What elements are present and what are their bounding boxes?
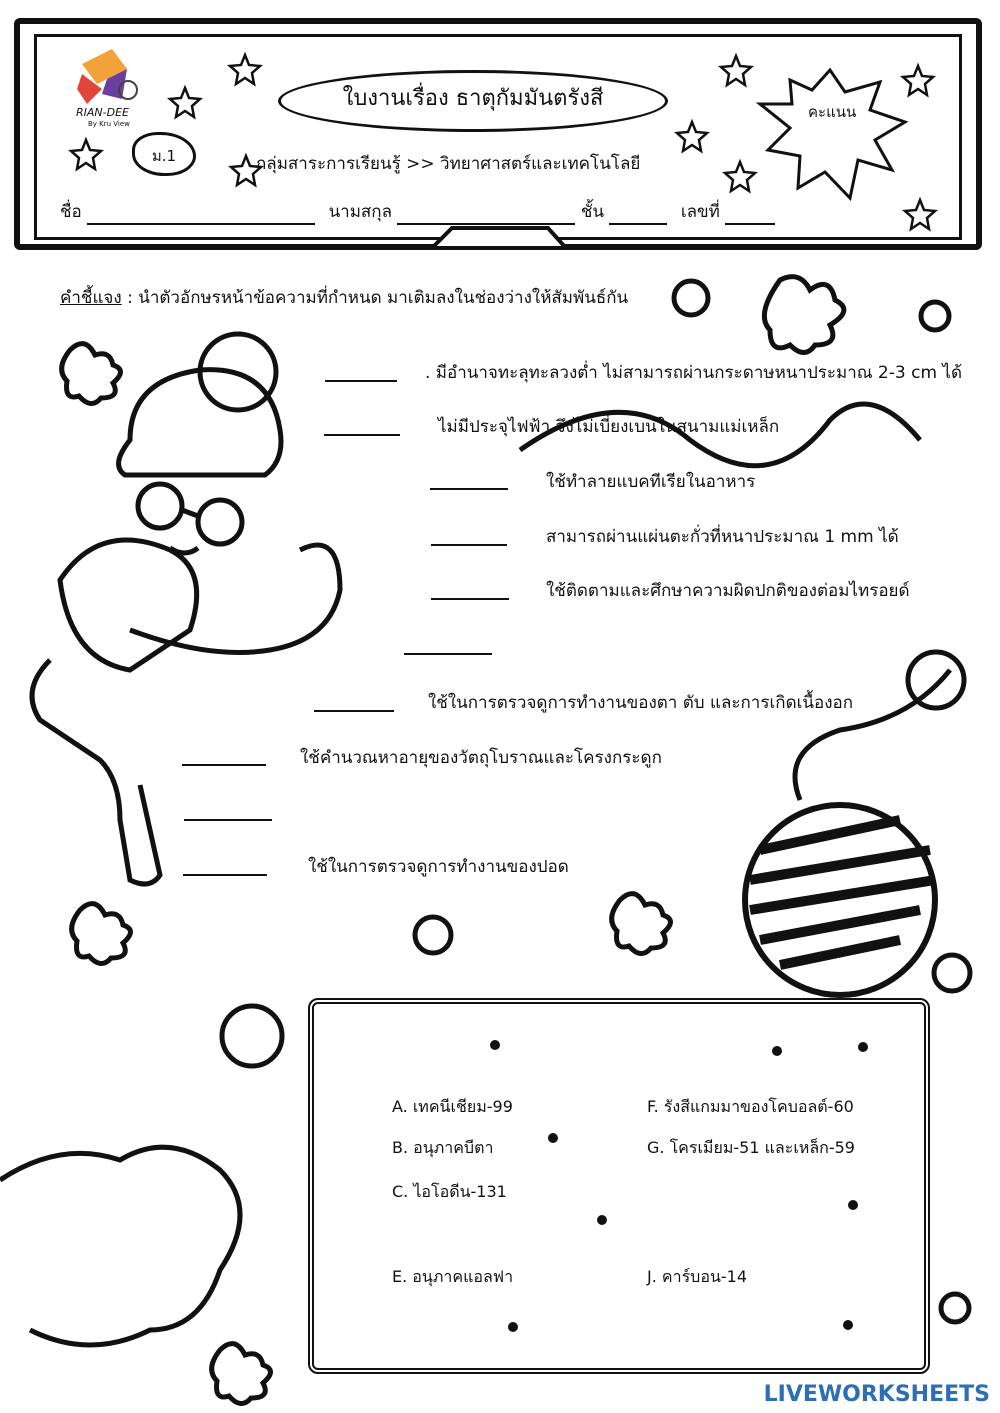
page-title: ใบงานเรื่อง ธาตุกัมมันตรังสี <box>342 86 604 111</box>
star-icon <box>903 66 933 95</box>
option-f: F. รังสีแกมมาของโคบอลต์-60 <box>647 1097 854 1116</box>
instruction-text: : นำตัวอักษรหน้าข้อความที่กำหนด มาเติมลงในช่องว่างให้สัมพันธ์กัน <box>127 288 629 308</box>
question-text: ใช้ติดตามและศึกษาความผิดปกติของต่อมไทรอยด์ <box>546 581 910 601</box>
star-icon <box>231 156 261 185</box>
decor-dot <box>858 1042 868 1052</box>
question-text: ใช้คำนวณหาอายุของวัตถุโบราณและโครงกระดูก <box>300 748 662 768</box>
class-field[interactable] <box>609 205 667 225</box>
decor-dot <box>490 1040 500 1050</box>
question-text: . มีอำนาจทะลุทะลวงต่ำ ไม่สามารถผ่านกระดาษหนาประมาณ 2-3 cm ได้ <box>425 363 962 383</box>
decor-dot <box>772 1046 782 1056</box>
score-burst <box>760 70 905 198</box>
question-text: ใช้ทำลายแบคทีเรียในอาหาร <box>546 472 756 492</box>
question-text: ใช้ในการตรวจดูการทำงานของปอด <box>308 857 569 877</box>
decor-dot <box>508 1322 518 1332</box>
name-field[interactable] <box>87 205 315 225</box>
number-field[interactable] <box>725 205 775 225</box>
decor-dot <box>548 1133 558 1143</box>
surname-field[interactable] <box>397 205 575 225</box>
surname-label: นามสกุล <box>328 202 393 222</box>
option-g: G. โครเมียม-51 และเหล็ก-59 <box>647 1138 855 1157</box>
option-c: C. ไอโอดีน-131 <box>392 1182 507 1201</box>
option-b: B. อนุภาคบีตา <box>392 1138 494 1157</box>
question-text: ไม่มีประจุไฟฟ้า จึงไม่เบี่ยงเบนในสนามแม่เหล็ก <box>438 417 780 437</box>
logo-subtext: By Kru View <box>88 120 130 128</box>
name-label: ชื่อ <box>60 202 82 222</box>
star-icon <box>71 140 101 169</box>
watermark: LIVEWORKSHEETS <box>763 1382 990 1407</box>
decor-dot <box>848 1200 858 1210</box>
logo-text: RIAN-DEE <box>76 106 129 119</box>
star-icon <box>170 88 200 117</box>
student-info-row <box>60 198 775 225</box>
star-icon <box>677 122 707 151</box>
question-text: สามารถผ่านแผ่นตะกั่วที่หนาประมาณ 1 mm ได้ <box>546 527 899 547</box>
star-icon <box>905 200 935 229</box>
instruction-label: คำชี้แจง <box>60 288 122 308</box>
option-j: J. คาร์บอน-14 <box>647 1267 748 1286</box>
subject-label: กลุ่มสาระการเรียนรู้ >> วิทยาศาสตร์และเทคโนโลยี <box>256 154 641 174</box>
option-a: A. เทคนีเชียม-99 <box>392 1097 513 1116</box>
class-label: ชั้น <box>580 202 605 222</box>
star-icon <box>721 56 751 85</box>
star-icon <box>725 162 755 191</box>
decor-dot <box>597 1215 607 1225</box>
number-label: เลขที่ <box>680 202 720 222</box>
question-text: ใช้ในการตรวจดูการทำงานของตา ตับ และการเกิดเนื้องอก <box>428 693 854 713</box>
decor-dot <box>843 1320 853 1330</box>
score-label: คะแนน <box>808 103 857 121</box>
grade-badge: ม.1 <box>132 132 196 176</box>
option-e: E. อนุภาคแอลฟา <box>392 1267 514 1286</box>
star-icon <box>230 55 260 84</box>
